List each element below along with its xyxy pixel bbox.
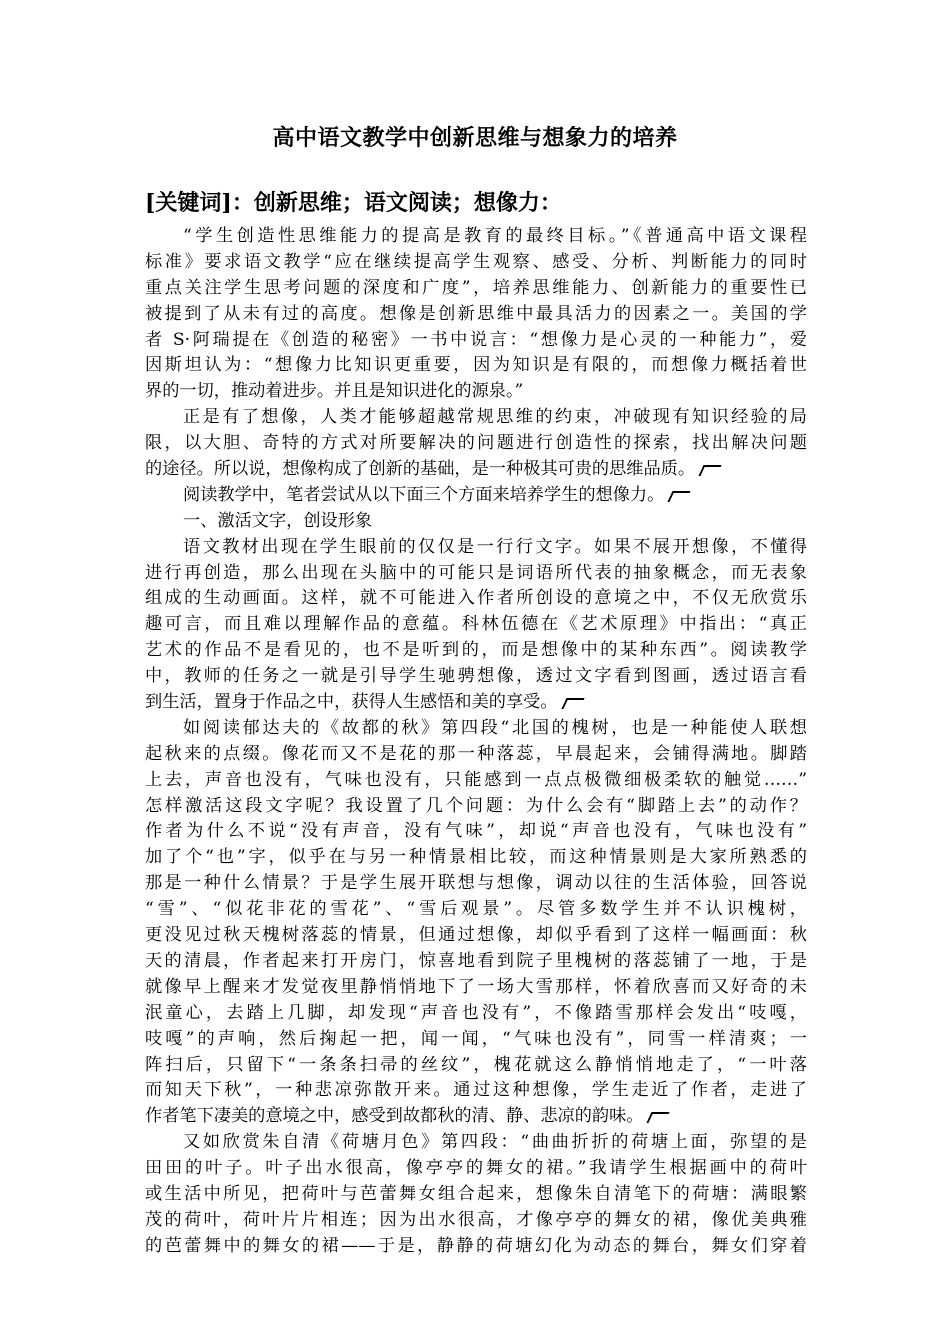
text-line: 者 S·阿瑞提在《创造的秘密》一书中说言：“想像力是心灵的一种能力”，爱 <box>145 329 807 350</box>
text-span: 到生活，置身于作品之中，获得人生感悟和美的享受。 <box>145 692 558 713</box>
text-line: 组成的生动画面。这样，就不可能进入作者所创设的意境之中，不仅无欣赏乐 <box>145 588 807 609</box>
text-line: 艺术的作品不是看见的，也不是听到的，而是想像中的某种东西”。阅读教学 <box>145 640 807 661</box>
paragraph-end-line <box>145 457 807 483</box>
keywords-line: [关键词]：创新思维；语文阅读；想像力： <box>145 190 562 216</box>
text-line: 中，教师的任务之一就是引导学生驰骋想像，透过文字看到图画，透过语言看 <box>145 666 807 687</box>
text-line: 重点关注学生思考问题的深度和广度”，培养思维能力、创新能力的重要性已 <box>145 277 807 298</box>
text-line: 更没见过秋天槐树落蕊的情景，但通过想像，却似乎看到了这样一幅画面：秋 <box>145 925 807 946</box>
text-span: 的途径。所以说，想像构成了创新的基础，是一种极其可贵的思维品质。 <box>145 459 696 480</box>
article-body <box>145 224 807 1260</box>
text-line: 被提到了从未有过的高度。想像是创新思维中最具活力的因素之一。美国的学 <box>145 303 807 324</box>
text-line: 的芭蕾舞中的舞女的裙——于是，静静的荷塘幻化为动态的舞台，舞女们穿着 <box>145 1235 807 1256</box>
text-line: 田田的叶子。叶子出水很高，像亭亭的舞女的裙。”我请学生根据画中的荷叶 <box>145 1158 807 1179</box>
text-line: 吱嘎”的声响，然后掬起一把，闻一闻，“气味也没有”，同雪一样清爽；一 <box>145 1028 807 1049</box>
text-line: 或生活中所见，把荷叶与芭蕾舞女组合起来，想像朱自清笔下的荷塘：满眼繁 <box>145 1183 807 1204</box>
text-line: 标准》要求语文教学“应在继续提高学生观察、感受、分析、判断能力的同时 <box>145 251 807 272</box>
text-line: 就像早上醒来才发觉夜里静悄悄地下了一场大雪那样，怀着欣喜而又好奇的未 <box>145 976 807 997</box>
text-line: 又如欣赏朱自清《荷塘月色》第四段：“曲曲折折的荷塘上面，弥望的是 <box>183 1132 807 1153</box>
text-line: 界的一切，推动着进步。并且是知识进化的源泉。” <box>145 381 524 402</box>
text-line: 正是有了想像，人类才能够超越常规思维的约束，冲破现有知识经验的局 <box>183 407 807 428</box>
text-line: 作者为什么不说“没有声音，没有气味”，却说“声音也没有，气味也没有” <box>145 821 807 842</box>
text-line: “雪”、“似花非花的雪花”、“雪后观景”。尽管多数学生并不认识槐树， <box>145 899 807 920</box>
text-line: 语文教材出现在学生眼前的仅仅是一行行文字。如果不展开想像，不懂得 <box>183 536 807 557</box>
paragraph-mark-icon <box>561 698 584 709</box>
text-line: 进行再创造，那么出现在头脑中的可能只是词语所代表的抽象概念，而无表象 <box>145 562 807 583</box>
paragraph-mark-icon <box>647 1112 670 1123</box>
text-line: “学生创造性思维能力的提高是教育的最终目标。”《普通高中语文课程 <box>183 226 807 246</box>
text-line: 阵扫后，只留下“一条条扫帚的丝纹”，槐花就这么静悄悄地走了，“一叶落 <box>145 1054 807 1075</box>
text-line: 而知天下秋”，一种悲凉弥散开来。通过这种想像，学生走近了作者，走进了 <box>145 1080 807 1101</box>
paragraph-end-line <box>145 1104 807 1130</box>
text-line: 天的清晨，作者起来打开房门，惊喜地看到院子里槐树的落蕊铺了一地，于是 <box>145 950 807 971</box>
section-heading: 一、激活文字，创设形象 <box>183 510 373 531</box>
text-line: 茂的荷叶，荷叶片片相连；因为出水很高，才像亭亭的舞女的裙，像优美典雅 <box>145 1209 807 1230</box>
paragraph-mark-icon <box>668 491 691 502</box>
text-span: 作者笔下凄美的意境之中，感受到故都秋的清、静、悲凉的韵味。 <box>145 1106 644 1127</box>
text-line: 趣可言，而且难以理解作品的意蕴。科林伍德在《艺术原理》中指出：“真正 <box>145 614 807 635</box>
text-line: 因斯坦认为：“想像力比知识更重要，因为知识是有限的，而想像力概括着世 <box>145 355 807 376</box>
paragraph-end-line <box>145 483 807 509</box>
text-line: 如阅读郁达夫的《故都的秋》第四段“北国的槐树，也是一种能使人联想 <box>183 717 807 738</box>
paragraph-end-line <box>145 690 807 716</box>
text-line: 加了个“也”字，似乎在与另一种情景相比较，而这种情景则是大家所熟悉的 <box>145 847 807 868</box>
text-line: 怎样激活这段文字呢？我设置了几个问题：为什么会有“脚踏上去”的动作？ <box>145 795 807 816</box>
text-line: 起秋来的点缀。像花而又不是花的那一种落蕊，早晨起来，会铺得满地。脚踏 <box>145 743 807 764</box>
text-line: 泯童心，去踏上几脚，却发现“声音也没有”，不像踏雪那样会发出“吱嘎， <box>145 1002 807 1023</box>
text-line: 限，以大胆、奇特的方式对所要解决的问题进行创造性的探索，找出解决问题 <box>145 433 807 454</box>
text-line: 那是一种什么情景？于是学生展开联想与想像，调动以往的生活体验，回答说 <box>145 873 807 894</box>
text-line: 上去，声音也没有，气味也没有，只能感到一点点极微细极柔软的触觉……” <box>145 769 807 790</box>
document-title: 高中语文教学中创新思维与想象力的培养 <box>272 125 678 151</box>
paragraph-mark-icon <box>698 465 721 476</box>
text-span: 阅读教学中，笔者尝试从以下面三个方面来培养学生的想像力。 <box>183 484 665 505</box>
